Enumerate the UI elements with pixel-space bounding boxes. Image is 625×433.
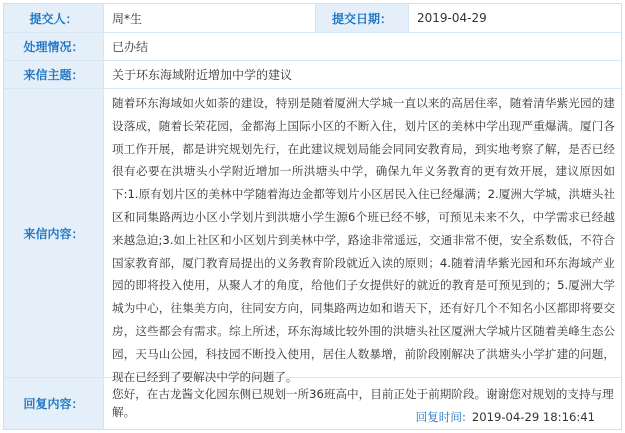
submitter-label: 提交人：: [4, 4, 104, 32]
submit-date-value: 2019-04-29: [417, 11, 487, 25]
row-status: [4, 33, 621, 61]
reply-time: [416, 409, 595, 425]
subject-value: 关于环东海域附近增加中学的建议: [112, 68, 293, 82]
status-label: 处理情况：: [4, 33, 104, 60]
row-content: [4, 89, 621, 384]
subject-label: 来信主题：: [4, 61, 104, 88]
content-label: 来信内容：: [4, 89, 104, 377]
row-submitter: [4, 4, 621, 33]
reply-label: 回复内容：: [4, 378, 104, 429]
row-reply: [4, 378, 621, 429]
reply-time-label: 回复时间:: [415, 410, 466, 424]
row-subject: [4, 61, 621, 89]
reply-text: 您好，在古龙酱文化园东侧已规划一所36班高中，目前正处于前期阶段。谢谢您对规划的支持与理解。: [112, 387, 614, 419]
submitter-value: 周*生: [112, 11, 143, 26]
letter-detail-panel: [3, 3, 622, 430]
reply-time-value: 2019-04-29 18:16:41: [471, 410, 595, 424]
status-value: 已办结: [112, 40, 149, 54]
content-text: 随着环东海域如火如荼的建设，特别是随着厦洲大学城一直以来的高居住率，随着清华紫光园的建设落成，随着长荣花园，金都海上国际小区的不断入住，划片区的美林中学出现严重爆满。厦门各项工作开展，都是讲究规划先行，在此建议规划局能会同同安教育局，到实地考察了解，是否已经很有必要在洪塘头小学附近增加一所洪塘头中学，确保九年义务教育的更有效开展，建议原因如下:1.原有划片区的美林中学随着海边金都等划片小区居民入住已经爆满；2.厦洲大学城，洪塘头社区和同集路两边小区小学划片到洪塘小学生源6个班已经不够，可预见未来不久，中学需求已经越来越急迫;3.如上社区和小区划片到美林中学，路途非常遥远，交通非常不便，安全系数低，不符合国家教育部，厦门教育局提出的义务教育阶段就近入读的原则；4.随着清华紫光园和环东海域产业园的即将投入使用，从聚人才的角度，给他们子女提供好的就近的教育是可预见到的；5.厦洲大学城为中心，往集美方向，往同安方向，同集路两边如和谐天下，还有好几个不知名小区都即将要交房，这些都会有需求。综上所述，环东海域比较外围的洪塘头社区厦洲大学城片区随着美峰生态公园，天马山公园，科技园不断投入使用，居住人数暴增，前阶段刚解决了洪塘头小学扩建的问题，现在已经到了要解决中学的问题了。: [112, 96, 615, 384]
submit-date-label: 提交日期：: [315, 4, 409, 32]
